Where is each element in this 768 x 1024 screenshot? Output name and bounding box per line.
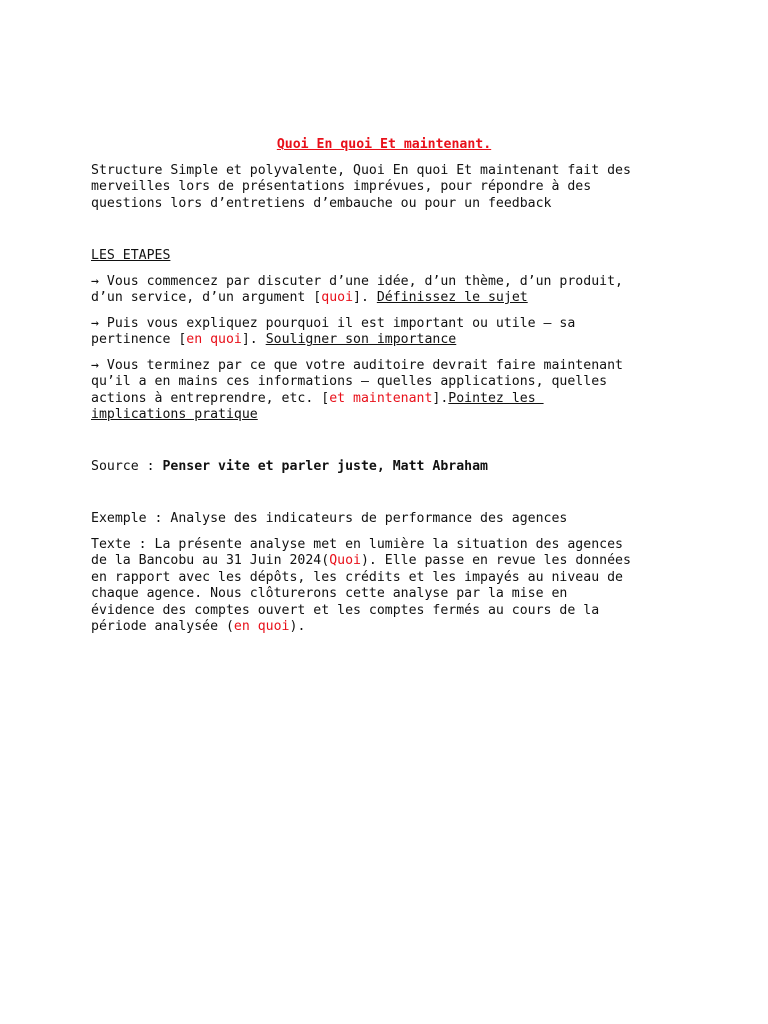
intro-paragraph (91, 163, 691, 212)
texte-text: ). Elle passe en revue les données (360, 553, 631, 569)
texte-line: en rapport avec les dépôts, les crédits et les impayés au niveau de (91, 569, 623, 585)
step-1-line: → Vous commencez par discuter d’une idée, d’un thème, d’un produit, (91, 274, 623, 289)
step-1-text: ]. (353, 290, 377, 306)
step-3-line (91, 391, 691, 407)
step-2-line: → Puis vous expliquez pourquoi il est important ou utile – sa (91, 316, 576, 331)
step-3 (91, 358, 691, 424)
etapes-heading: LES ETAPES (91, 248, 171, 263)
texte-line: Texte : La présente analyse met en lumière la situation des agences (91, 537, 623, 552)
texte-text: ). (289, 619, 306, 635)
step-2-tag: en quoi (186, 332, 242, 348)
step-2-text: ]. (241, 332, 266, 348)
texte-line: évidence des comptes ouvert et les comptes fermés au cours de la (91, 602, 600, 618)
exemple-line: Exemple : Analyse des indicateurs de performance des agences (91, 511, 568, 526)
step-1-text: d’un service, d’un argument [ (91, 290, 322, 306)
texte-text: de la Bancobu au 31 Juin 2024( (91, 553, 330, 569)
step-2 (91, 316, 691, 349)
step-2-text: pertinence [ (91, 332, 187, 348)
texte-text: période analysée ( (91, 619, 234, 635)
step-2-line (91, 332, 691, 348)
texte-line (91, 553, 691, 569)
step-1 (91, 274, 691, 307)
texte-tag: Quoi (329, 553, 361, 569)
step-3-text: actions à entreprendre, etc. [ (91, 390, 330, 406)
step-3-line: → Vous terminez par ce que votre auditoire devrait faire maintenant (91, 358, 623, 373)
step-3-text: ]. (432, 390, 449, 406)
texte-line: chaque agence. Nous clôturerons cette analyse par la mise en (91, 586, 568, 602)
step-3-line: qu’il a en mains ces informations – quelles applications, quelles (91, 374, 608, 390)
intro-line: merveilles lors de présentations imprévues, pour répondre à des (91, 179, 592, 195)
texte-tag: en quoi (233, 619, 290, 635)
step-1-action: Définissez le sujet (376, 290, 528, 306)
step-1-tag: quoi (321, 290, 354, 306)
step-3-action: implications pratique (91, 407, 258, 423)
source-label: Source : (91, 459, 163, 474)
step-3-tag: et maintenant (329, 390, 433, 406)
source-line (91, 459, 691, 475)
texte-line (91, 619, 691, 635)
step-3-action: Pointez les (448, 390, 544, 406)
intro-line: Structure Simple et polyvalente, Quoi En quoi Et maintenant fait des (91, 163, 631, 178)
texte-paragraph (91, 537, 691, 635)
source-value: Penser vite et parler juste, Matt Abraham (162, 459, 488, 474)
intro-line: questions lors d’entretiens d’embauche ou pour un feedback (91, 195, 552, 211)
document-title: Quoi En quoi Et maintenant. (276, 137, 492, 152)
step-2-action: Souligner son importance (265, 332, 457, 348)
step-1-line (91, 290, 691, 306)
